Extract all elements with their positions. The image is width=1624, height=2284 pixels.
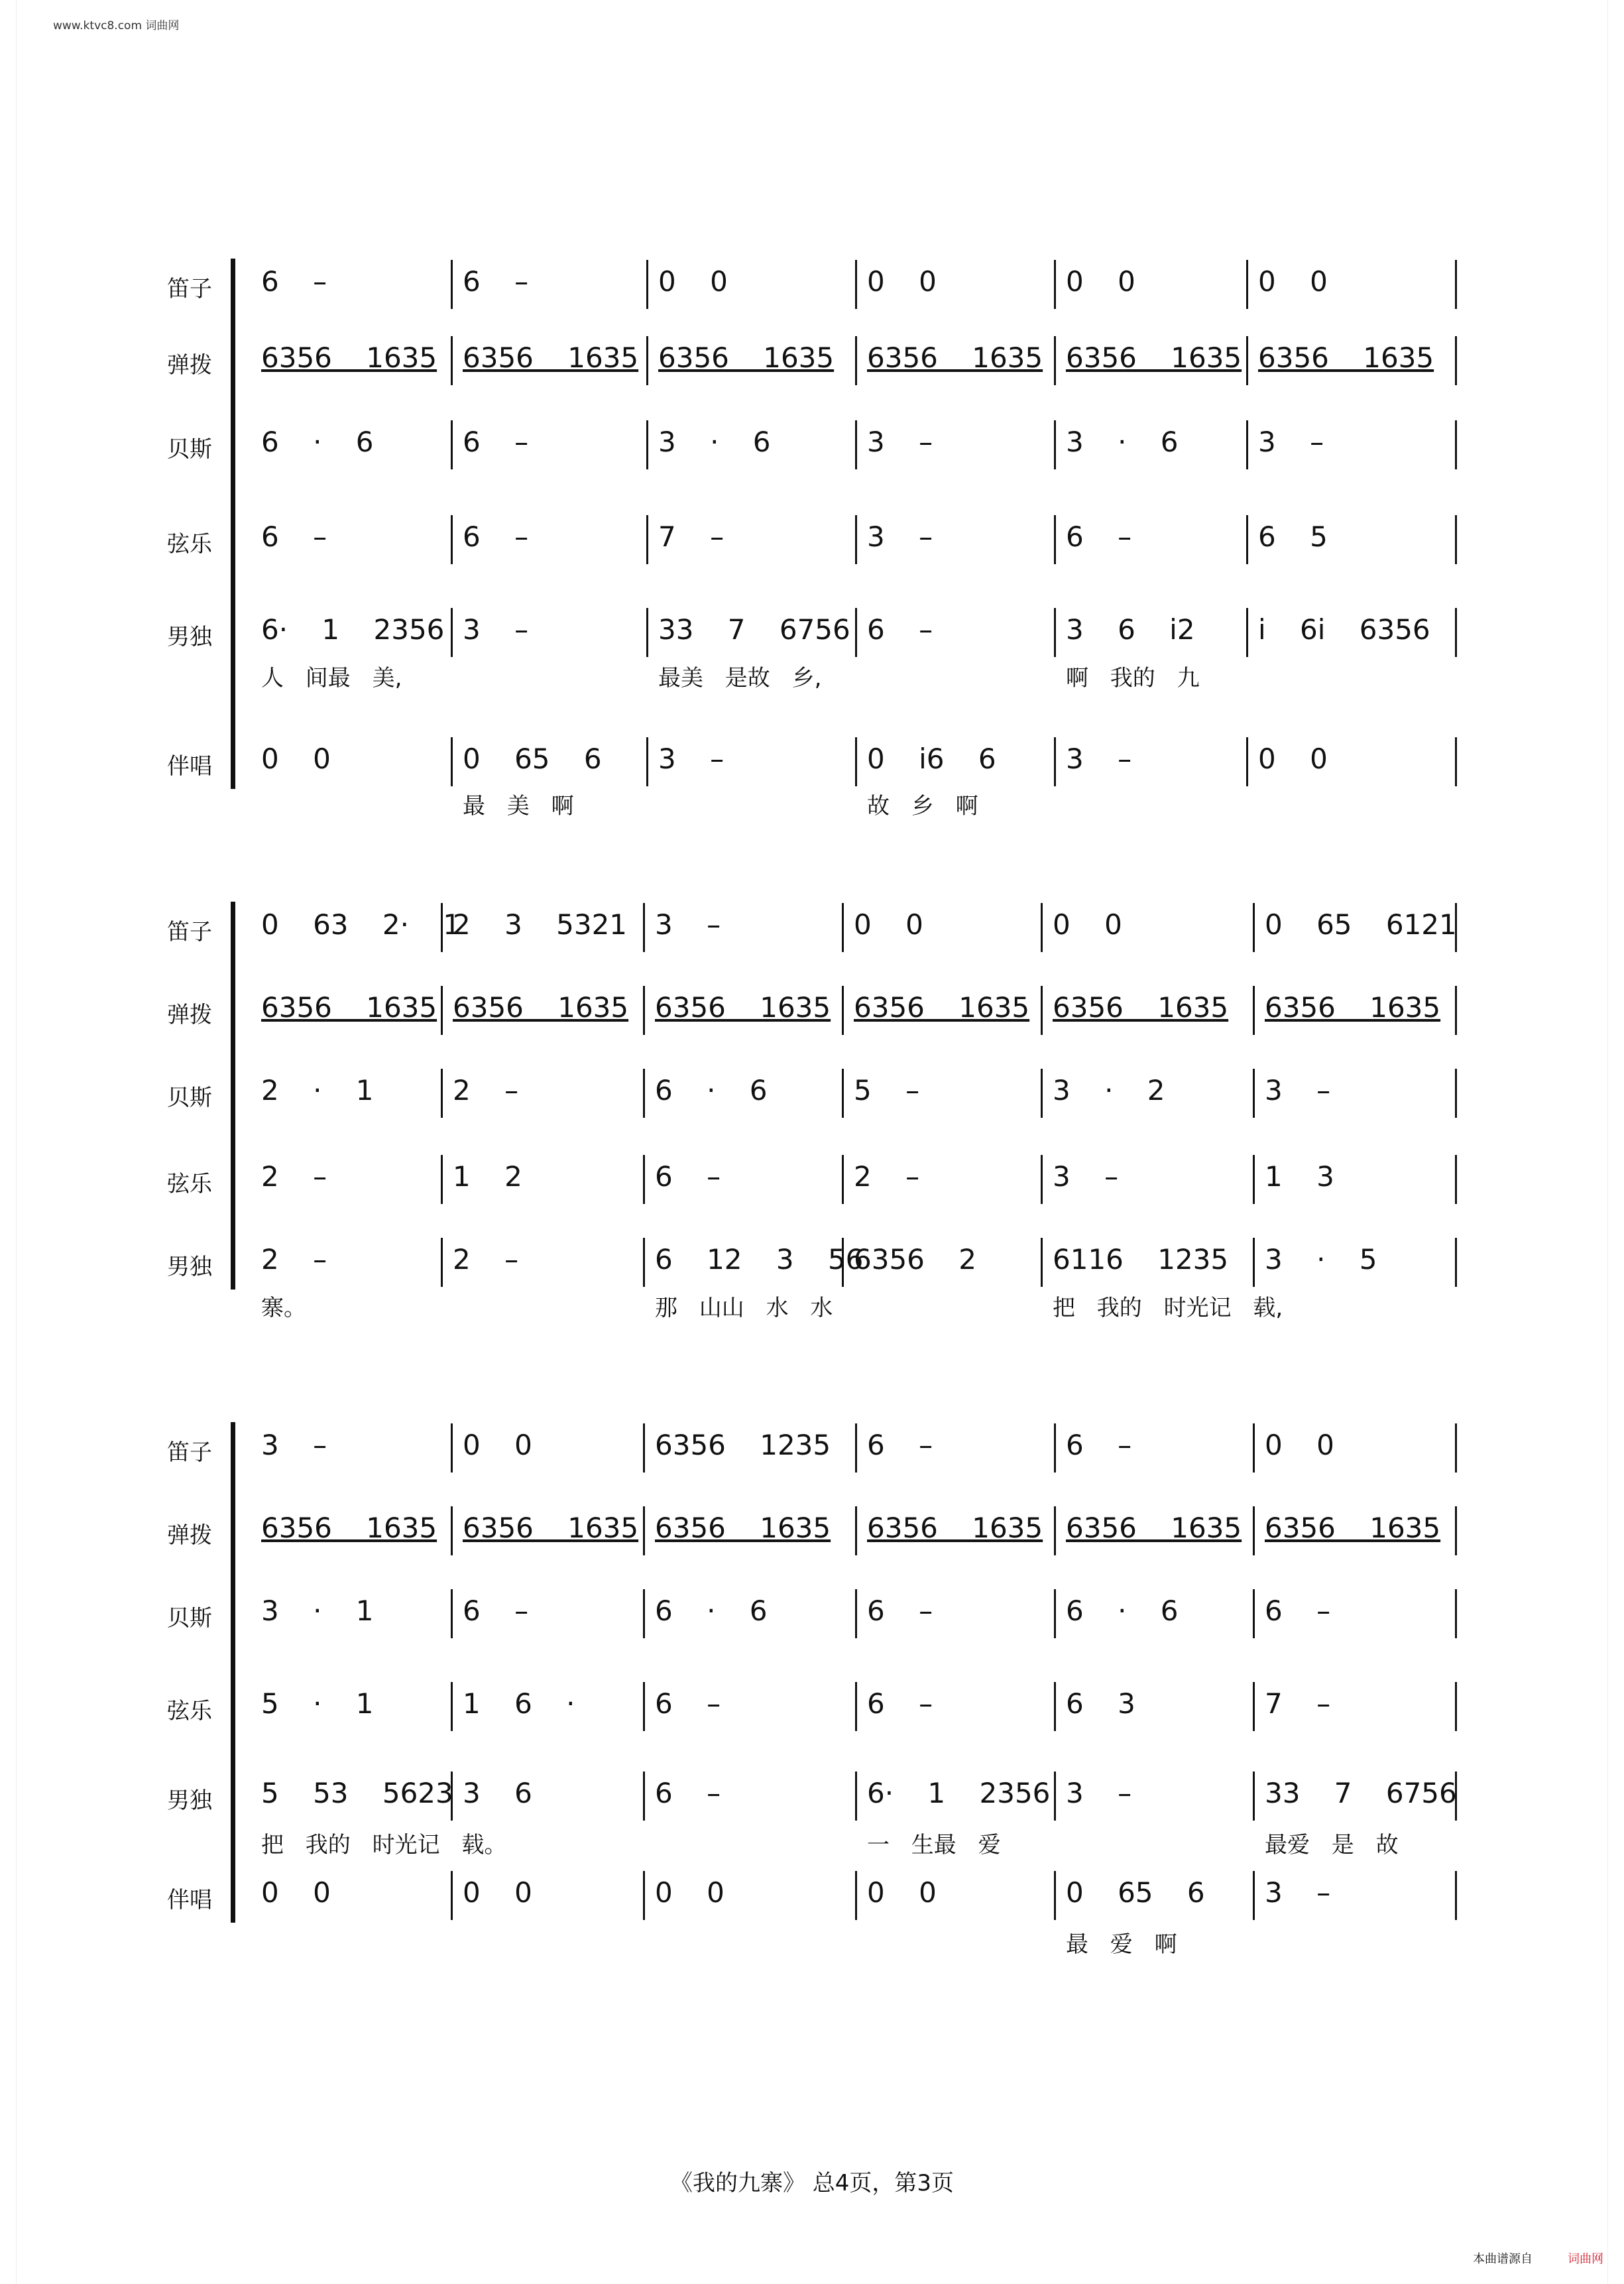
measure-notes: 6 – <box>867 1687 933 1720</box>
measure-notes: 3 – <box>867 520 933 553</box>
barline <box>1253 903 1255 952</box>
barline <box>441 1155 443 1204</box>
measure-notes: 2 – <box>453 1243 519 1276</box>
lyric-line: 人 间最 美, <box>261 665 402 691</box>
measure-notes: 6 – <box>655 1687 721 1720</box>
credit-link[interactable]: 词曲网 <box>1568 2252 1603 2266</box>
barline <box>643 1155 645 1204</box>
part-label: 弦乐 <box>167 1698 212 1724</box>
measure-notes: 6356 1635 <box>655 1512 831 1544</box>
part-label: 伴唱 <box>167 1887 212 1913</box>
measure-notes: 1 2 <box>453 1160 522 1193</box>
barline <box>1054 1871 1056 1920</box>
barline <box>643 1423 645 1473</box>
barline <box>1054 1682 1056 1731</box>
barline <box>1455 1871 1457 1920</box>
measure-notes: 6356 1635 <box>867 1512 1043 1544</box>
barline <box>451 336 453 385</box>
barline <box>646 336 648 385</box>
site-url[interactable]: www.ktvc8.com 词曲网 <box>53 19 180 32</box>
barline <box>643 1506 645 1555</box>
barline <box>646 608 648 657</box>
barline <box>1455 1155 1457 1204</box>
system-bracket <box>231 259 235 789</box>
measure-notes: 2 – <box>261 1243 327 1276</box>
system-bracket <box>231 902 235 1290</box>
barline <box>855 1589 857 1638</box>
measure-notes: 6356 1635 <box>1265 991 1441 1024</box>
measure-notes: 0 0 <box>1258 265 1328 298</box>
part-label: 伴唱 <box>167 753 212 780</box>
left-watermark-strip <box>0 0 17 2284</box>
measure-notes: 0 0 <box>463 1876 532 1909</box>
measure-notes: 0 65 6 <box>1066 1876 1205 1909</box>
barline <box>451 608 453 657</box>
measure-notes: 5 53 5623 <box>261 1777 453 1809</box>
measure-notes: 0 65 6121 <box>1265 908 1457 941</box>
barline <box>1054 420 1056 469</box>
barline <box>1246 260 1248 309</box>
barline <box>1455 1589 1457 1638</box>
barline <box>1455 420 1457 469</box>
barline <box>646 260 648 309</box>
measure-notes: 6 – <box>655 1777 721 1809</box>
barline <box>842 986 844 1035</box>
measure-notes: 6356 1635 <box>463 341 639 374</box>
measure-notes: 6356 1635 <box>1053 991 1229 1024</box>
part-label: 弹拨 <box>167 1522 212 1549</box>
measure-notes: 2 3 5321 <box>453 908 628 941</box>
lyric-line: 寨。 <box>261 1295 306 1321</box>
measure-notes: 6 – <box>1066 1429 1132 1461</box>
measure-notes: 6356 1635 <box>463 1512 639 1544</box>
measure-notes: 6 – <box>867 613 933 646</box>
measure-notes: 6 12 3 56 <box>655 1243 864 1276</box>
barline <box>1455 608 1457 657</box>
measure-notes: 3 – <box>658 743 725 775</box>
measure-notes: 33 7 6756 <box>658 613 850 646</box>
measure-notes: 0 0 <box>655 1876 725 1909</box>
barline <box>1253 986 1255 1035</box>
measure-notes: 6 – <box>261 265 327 298</box>
barline <box>643 1238 645 1287</box>
barline <box>1054 737 1056 786</box>
measure-notes: 0 0 <box>1265 1429 1334 1461</box>
measure-notes: 0 0 <box>261 1876 331 1909</box>
barline <box>1041 1069 1043 1118</box>
barline <box>1253 1506 1255 1555</box>
barline <box>1054 608 1056 657</box>
barline <box>643 1871 645 1920</box>
barline <box>1455 737 1457 786</box>
measure-notes: 6356 1635 <box>1066 1512 1242 1544</box>
barline <box>1054 1423 1056 1473</box>
barline <box>451 515 453 564</box>
barline <box>1054 260 1056 309</box>
barline <box>1253 1069 1255 1118</box>
barline <box>646 515 648 564</box>
part-label: 贝斯 <box>167 436 212 463</box>
part-label: 弹拨 <box>167 1002 212 1028</box>
barline <box>441 1238 443 1287</box>
measure-notes: 6 – <box>463 1594 529 1627</box>
part-label: 贝斯 <box>167 1085 212 1111</box>
barline <box>1041 986 1043 1035</box>
measure-notes: 33 7 6756 <box>1265 1777 1457 1809</box>
measure-notes: 0 0 <box>854 908 923 941</box>
measure-notes: 6 – <box>463 520 529 553</box>
measure-notes: 6356 1635 <box>261 1512 437 1544</box>
barline <box>855 336 857 385</box>
measure-notes: 3 – <box>1066 1777 1132 1809</box>
measure-notes: 0 0 <box>1258 743 1328 775</box>
lyric-line: 最 爱 啊 <box>1066 1931 1177 1958</box>
measure-notes: 6 · 6 <box>655 1074 768 1107</box>
measure-notes: 6356 1635 <box>261 341 437 374</box>
barline <box>643 1772 645 1821</box>
barline <box>643 986 645 1035</box>
barline <box>1246 608 1248 657</box>
measure-notes: 6 · 6 <box>655 1594 768 1627</box>
measure-notes: 3 · 6 <box>1066 426 1179 458</box>
lyric-line: 把 我的 时光记 载。 <box>261 1832 507 1858</box>
part-label: 笛子 <box>167 276 212 302</box>
measure-notes: 0 0 <box>463 1429 532 1461</box>
measure-notes: 1 3 <box>1265 1160 1334 1193</box>
barline <box>1455 260 1457 309</box>
barline <box>646 737 648 786</box>
measure-notes: 6 – <box>1066 520 1132 553</box>
measure-notes: 6· 1 2356 <box>261 613 445 646</box>
measure-notes: 6356 1635 <box>658 341 835 374</box>
barline <box>855 1682 857 1731</box>
part-label: 男独 <box>167 1254 212 1280</box>
part-label: 男独 <box>167 624 212 650</box>
lyric-line: 最爱 是 故 <box>1265 1832 1399 1858</box>
part-label: 贝斯 <box>167 1605 212 1632</box>
measure-notes: 0 65 6 <box>463 743 602 775</box>
measure-notes: 2 – <box>261 1160 327 1193</box>
barline <box>1054 515 1056 564</box>
barline <box>1455 1682 1457 1731</box>
measure-notes: 6· 1 2356 <box>867 1777 1051 1809</box>
barline <box>643 1682 645 1731</box>
barline <box>1455 515 1457 564</box>
measure-notes: 0 0 <box>1053 908 1122 941</box>
measure-notes: 2 – <box>453 1074 519 1107</box>
barline <box>451 1589 453 1638</box>
measure-notes: 6 – <box>655 1160 721 1193</box>
measure-notes: 3 – <box>1053 1160 1119 1193</box>
barline <box>1455 1238 1457 1287</box>
measure-notes: 0 63 2· 1 <box>261 908 461 941</box>
barline <box>1246 737 1248 786</box>
barline <box>855 608 857 657</box>
barline <box>451 260 453 309</box>
measure-notes: 5 – <box>854 1074 920 1107</box>
lyric-line: 故 乡 啊 <box>867 793 978 819</box>
barline <box>451 1682 453 1731</box>
measure-notes: 6 – <box>463 426 529 458</box>
barline <box>855 515 857 564</box>
measure-notes: 3 – <box>1066 743 1132 775</box>
barline <box>643 1069 645 1118</box>
measure-notes: 6 – <box>463 265 529 298</box>
measure-notes: 3 6 i2 <box>1066 613 1195 646</box>
measure-notes: 3 · 6 <box>658 426 771 458</box>
measure-notes: 0 0 <box>261 743 331 775</box>
measure-notes: 6 · 6 <box>261 426 374 458</box>
part-label: 弦乐 <box>167 531 212 558</box>
part-label: 弹拨 <box>167 352 212 379</box>
barline <box>1041 903 1043 952</box>
barline <box>643 1589 645 1638</box>
measure-notes: 3 – <box>1258 426 1324 458</box>
barline <box>1054 336 1056 385</box>
barline <box>451 1506 453 1555</box>
measure-notes: 0 0 <box>1066 265 1135 298</box>
measure-notes: 0 0 <box>658 265 728 298</box>
measure-notes: i 6i 6356 <box>1258 613 1430 646</box>
measure-notes: 1 6 · <box>463 1687 575 1720</box>
barline <box>855 1506 857 1555</box>
measure-notes: 6 – <box>867 1594 933 1627</box>
barline <box>1246 336 1248 385</box>
barline <box>1253 1871 1255 1920</box>
measure-notes: 5 · 1 <box>261 1687 374 1720</box>
barline <box>842 903 844 952</box>
part-label: 男独 <box>167 1787 212 1814</box>
lyric-line: 把 我的 时光记 载, <box>1053 1295 1283 1321</box>
barline <box>1253 1772 1255 1821</box>
measure-notes: 7 – <box>658 520 725 553</box>
measure-notes: 6 – <box>1265 1594 1331 1627</box>
barline <box>1253 1682 1255 1731</box>
part-label: 笛子 <box>167 1439 212 1466</box>
barline <box>1253 1238 1255 1287</box>
measure-notes: 0 i6 6 <box>867 743 996 775</box>
barline <box>855 420 857 469</box>
barline <box>842 1069 844 1118</box>
measure-notes: 6356 1635 <box>655 991 831 1024</box>
right-watermark-strip <box>1607 0 1624 2284</box>
barline <box>1455 986 1457 1035</box>
barline <box>1246 420 1248 469</box>
barline <box>1041 1155 1043 1204</box>
measure-notes: 3 · 5 <box>1265 1243 1377 1276</box>
measure-notes: 6356 1235 <box>655 1429 831 1461</box>
barline <box>646 420 648 469</box>
barline <box>441 986 443 1035</box>
measure-notes: 6 3 <box>1066 1687 1135 1720</box>
measure-notes: 6 5 <box>1258 520 1328 553</box>
barline <box>1054 1506 1056 1555</box>
system-bracket <box>231 1422 235 1923</box>
measure-notes: 6 – <box>261 520 327 553</box>
measure-notes: 6356 1635 <box>1258 341 1434 374</box>
measure-notes: 3 – <box>867 426 933 458</box>
barline <box>1246 515 1248 564</box>
lyric-line: 一 生最 爱 <box>867 1832 1001 1858</box>
measure-notes: 3 – <box>1265 1074 1331 1107</box>
part-label: 笛子 <box>167 919 212 945</box>
barline <box>842 1155 844 1204</box>
barline <box>1041 1238 1043 1287</box>
measure-notes: 3 · 2 <box>1053 1074 1165 1107</box>
measure-notes: 6 – <box>867 1429 933 1461</box>
measure-notes: 6356 1635 <box>261 991 437 1024</box>
measure-notes: 6356 1635 <box>1066 341 1242 374</box>
barline <box>441 1069 443 1118</box>
barline <box>855 260 857 309</box>
barline <box>855 1423 857 1473</box>
lyric-line: 最 美 啊 <box>463 793 574 819</box>
measure-notes: 3 – <box>1265 1876 1331 1909</box>
barline <box>451 1871 453 1920</box>
page-footer: 《我的九寨》 总4页，第3页 <box>669 2170 955 2196</box>
credit-text: 本曲谱源自 <box>1473 2252 1533 2266</box>
part-label: 弦乐 <box>167 1171 212 1197</box>
barline <box>855 1772 857 1821</box>
lyric-line: 啊 我的 九 <box>1066 665 1200 691</box>
barline <box>451 737 453 786</box>
measure-notes: 6116 1235 <box>1053 1243 1229 1276</box>
barline <box>1253 1589 1255 1638</box>
measure-notes: 6356 1635 <box>867 341 1043 374</box>
measure-notes: 2 · 1 <box>261 1074 374 1107</box>
measure-notes: 0 0 <box>867 1876 937 1909</box>
barline <box>855 1871 857 1920</box>
measure-notes: 6356 1635 <box>453 991 629 1024</box>
measure-notes: 6356 1635 <box>854 991 1030 1024</box>
measure-notes: 3 6 <box>463 1777 532 1809</box>
barline <box>1054 1589 1056 1638</box>
measure-notes: 3 – <box>261 1429 327 1461</box>
barline <box>643 903 645 952</box>
barline <box>1455 1423 1457 1473</box>
measure-notes: 6356 1635 <box>1265 1512 1441 1544</box>
measure-notes: 6356 2 <box>854 1243 976 1276</box>
measure-notes: 7 – <box>1265 1687 1331 1720</box>
measure-notes: 2 – <box>854 1160 920 1193</box>
barline <box>451 1423 453 1473</box>
lyric-line: 最美 是故 乡, <box>658 665 822 691</box>
measure-notes: 3 – <box>655 908 721 941</box>
measure-notes: 3 – <box>463 613 529 646</box>
barline <box>1455 1506 1457 1555</box>
barline <box>1054 1772 1056 1821</box>
measure-notes: 6 · 6 <box>1066 1594 1179 1627</box>
barline <box>1455 1069 1457 1118</box>
measure-notes: 0 0 <box>867 265 937 298</box>
barline <box>1253 1423 1255 1473</box>
measure-notes: 3 · 1 <box>261 1594 374 1627</box>
barline <box>451 420 453 469</box>
lyric-line: 那 山山 水 水 <box>655 1295 833 1321</box>
barline <box>1455 336 1457 385</box>
barline <box>855 737 857 786</box>
barline <box>1253 1155 1255 1204</box>
